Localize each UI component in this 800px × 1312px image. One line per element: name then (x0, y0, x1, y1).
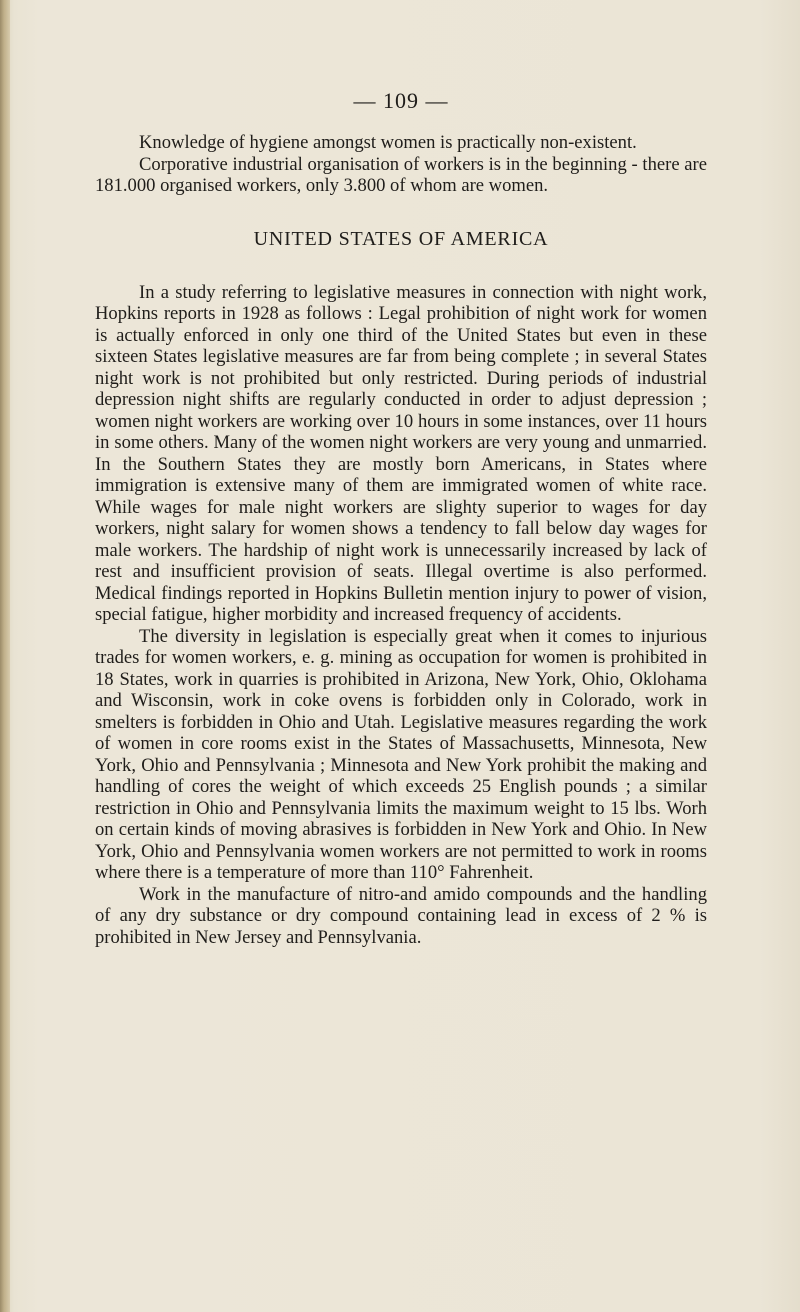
page-content (95, 88, 707, 948)
paragraph-compounds: Work in the manufacture of nitro-and amido compounds and the handling of any dry substance or dry compound containing lead in excess of 2 % is prohibited in New Jersey and Pennsylvania. (95, 883, 707, 948)
page-binding-edge (0, 0, 10, 1312)
page-number: — 109 — (353, 88, 449, 113)
section-heading: UNITED STATES OF AMERICA (253, 227, 549, 250)
paragraph-hygiene: Knowledge of hygiene amongst women is practically non-existent. (139, 132, 637, 153)
paragraph-injurious-trades: The diversity in legislation is especially great when it comes to injurious trades for women workers, e. g. mining as occupation for women is prohibited in 18 States, work in quarries is prohibited in Arizona, New York, Ohio, Oklohama and Wisconsin, work in coke ovens is forbidden only in Colorado, work in smelters is forbidden in Ohio and Utah. Legislative measures regarding the work of women in core rooms exist in the States of Massachusetts, Minnesota, New York, Ohio and Pennsylvania ; Minnesota and New York prohibit the making and handling of cores the weight of which exceeds 25 English pounds ; a similar restriction in Ohio and Pennsylvania limits the maximum weight to 15 lbs. Worh on certain kinds of moving abrasives is forbidden in New York and Ohio. In New York, Ohio and Pennsylvania women workers are not permitted to work in rooms where there is a temperature of more than 110° Fahrenheit. (95, 625, 707, 883)
paragraph-night-work: In a study referring to legislative measures in connection with night work, Hopkins reports in 1928 as follows : Legal prohibition of night work for women is actually enforced in only one third of the United States but even in these sixteen States legislative measures are far from being complete ; in several States night work is not prohibited but only restricted. During periods of industrial depression night shifts are regularly conducted in order to adjust depression ; women night workers are working over 10 hours in some instances, over 11 hours in some others. Many of the women night workers are very young and unmarried. In the Southern States they are mostly born Americans, in States where immigration is extensive many of them are immigrated women of white race. While wages for male night workers are slighty superior to wages for day workers, night salary for women shows a tendency to fall below day wages for male workers. The hardship of night work is unnecessarily increased by lack of rest and insufficient provision of seats. Illegal overtime is also performed. Medical findings reported in Hopkins Bulletin mention injury to power of vision, special fatigue, higher morbidity and increased frequency of accidents. (95, 281, 707, 625)
paragraph-organisation: Corporative industrial organisation of workers is in the beginning - there are 181.000 organised workers, only 3.800 of whom are women. (95, 153, 707, 196)
